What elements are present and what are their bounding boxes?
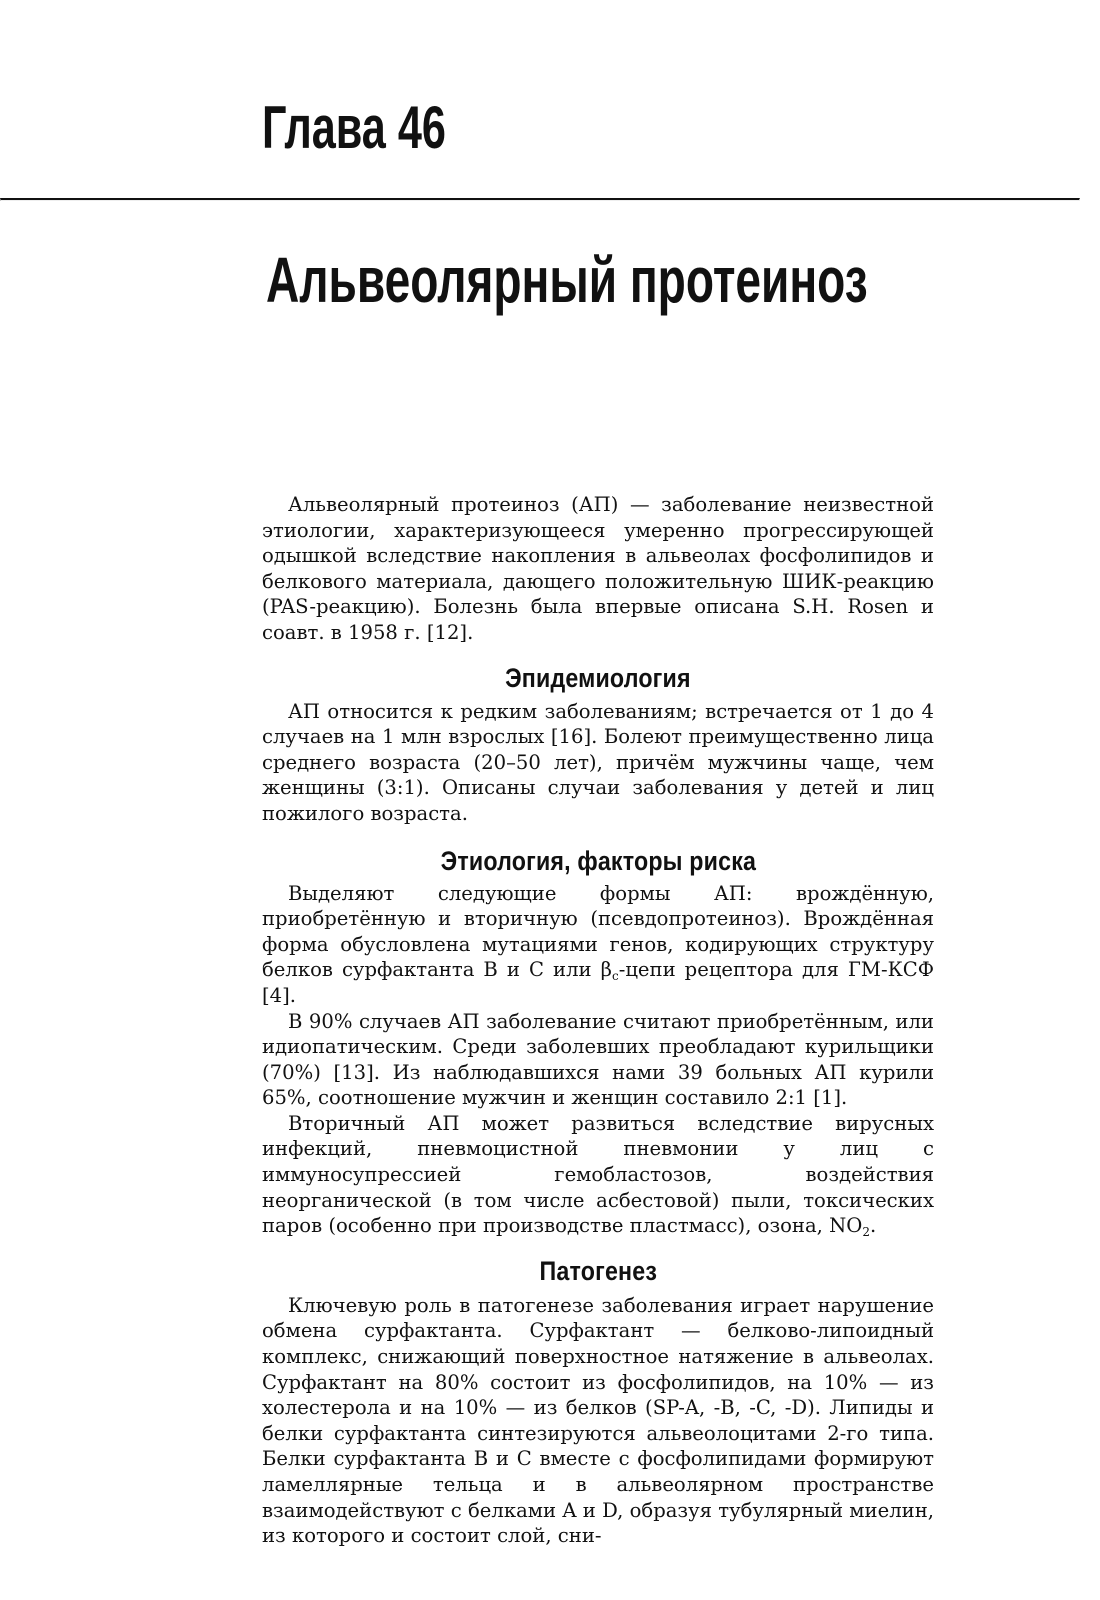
intro-paragraph: Альвеолярный протеиноз (АП) — заболевание неизвестной этиологии, характеризующееся умеренно прогрессирующей одышкой вследствие накопления в альвеолах фосфолипидов и белкового материала, дающего положительную ШИК-реакцию (PAS-реакцию). Болезнь была впервые описана S.H. Rosen и соавт. в 1958 г. [12]. <box>262 493 934 644</box>
etiology-paragraph-3: Вторичный АП может развиться вследствие вирусных инфекций, пневмоцистной пневмонии у лиц с иммуносупрессией гемобластозов, воздействия неорганической (в том числе асбестовой) пыли, токсических паров (особенно при производстве пластмасс), озона, $NO_2$. <box>262 1111 934 1240</box>
pathogenesis-paragraph: Ключевую роль в патогенезе заболевания играет нарушение обмена сурфактанта. Сурфактант — белково-липоидный комплекс, снижающий поверхностное натяжение в альвеолах. Сурфактант на 80% состоит из фосфолипидов, на 10% — из холестерола и на 10% — из белков (SP-A, -B, -C, -D). Липиды и белки сурфактанта синтезируются альвеолоцитами 2-го типа. Белки сурфактанта B и C вместе с фосфолипидами формируют ламеллярные тельца и в альвеолярном пространстве взаимодействуют с белками A и D, образуя тубулярный миелин, из которого и состоит слой, сни- <box>262 1293 934 1548</box>
page-body <box>262 492 934 1549</box>
chapter-label: Глава 46 <box>262 94 446 161</box>
chapter-title: Альвеолярный протеиноз <box>266 244 868 316</box>
chapter-divider <box>0 198 1080 201</box>
etiology-paragraph-2: В 90% случаев АП заболевание считают приобретённым, или идиопатическим. Среди заболевших преобладают курильщики (70%) [13]. Из наблюдавшихся нами 39 больных АП курили 65%, соотношение мужчин и женщин составило 2:1 [1]. <box>262 1009 934 1110</box>
etiology-paragraph-1: Выделяют следующие формы АП: врождённую, приобретённую и вторичную (псевдопротеиноз). Врождённая форма обусловлена мутациями генов, кодирующих структуру белков сурфактанта B и C или $\beta_c$-цепи рецептора для ГМ-КСФ [4]. <box>262 881 934 1007</box>
heading-pathogenesis: Патогенез <box>539 1255 657 1286</box>
heading-epidemiology: Эпидемиология <box>505 662 691 693</box>
epidemiology-paragraph: АП относится к редким заболеваниям; встречается от 1 до 4 случаев на 1 млн взрослых [16]. Болеют преимущественно лица среднего возраста (20–50 лет), причём мужчины чаще, чем женщины (3:1). Описаны случаи заболевания у детей и лиц пожилого возраста. <box>262 699 934 825</box>
heading-etiology: Этиология, факторы риска <box>440 845 756 876</box>
